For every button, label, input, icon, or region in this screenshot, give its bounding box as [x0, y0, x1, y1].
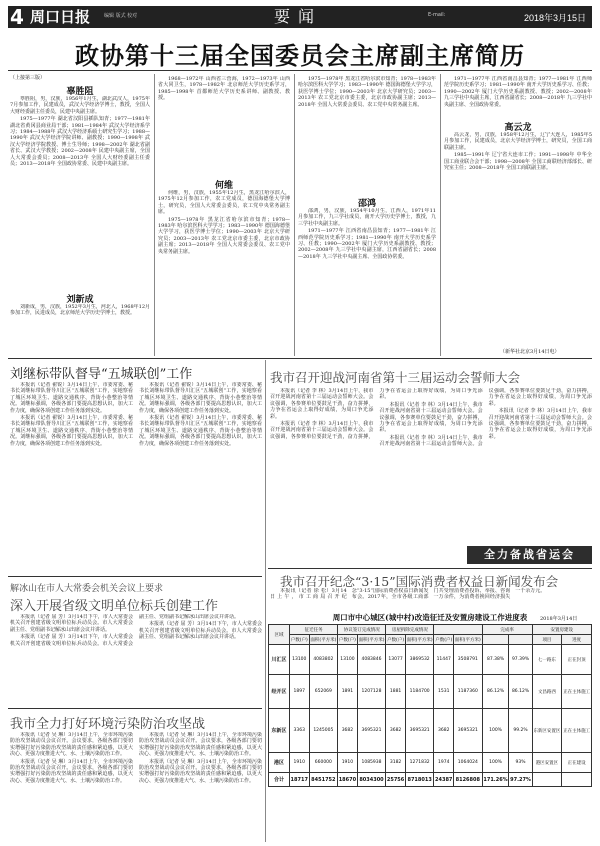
article-paragraph: 本报讯（记者 吴 琳）3月14日上午，全市环境污染防治攻坚战动员会议召开。会议要求，各级各部门要切实增强打好污染防治攻坚战的责任感和紧迫感，以更大决心、更强力度推进大气、水、土壤污染防治工作。	[139, 758, 262, 784]
article-headline: 刘继标带队督导“五城联创”工作	[10, 367, 193, 382]
column-rule	[154, 74, 155, 356]
cell: 1910	[290, 753, 310, 773]
cell: 正在封顶	[562, 645, 592, 675]
cell: 3682	[434, 709, 454, 753]
table-header-row	[269, 625, 592, 635]
cell: 4083802	[309, 645, 338, 675]
cell: 东新区安置区	[532, 709, 562, 753]
profile-name: 刘新成	[66, 295, 94, 305]
article-paragraph: 本报讯（记者 李 林）3月14日上午，我市召开迎战河南省第十三届运动会誓师大会。会议强调，各参赛单位要鼓足干劲，奋力拼搏，力争在省运会上取得好成绩，为周口争光添彩。	[488, 408, 592, 440]
col-header: 户数(户)	[338, 635, 358, 645]
article-headline: 我市召开迎战河南省第十三届运动会誓师大会	[270, 370, 521, 385]
col-header	[509, 635, 532, 645]
article-headline: 我市全力打好环境污染防治攻坚战	[10, 717, 206, 732]
article-paragraph: 本报讯（记者 吴 琳）3月14日上午，全市环境污染防治攻坚战动员会议召开。会议要求，各级各部门要切实增强打好污染防治攻坚战的责任感和紧迫感，以更大决心、更强力度推进大气、水、土壤污染防治工作。	[139, 732, 262, 758]
divider	[8, 358, 592, 359]
article-paragraph: 本报讯（记者 屈 芳）3月14日下午，市人大常委会机关召开创建省级文明单位标兵动员会。市人大常委会副主任、党组副书记解冰山出席会议并讲话。	[10, 614, 133, 633]
table-row	[269, 753, 592, 773]
profile-intro: 高云龙，男，汉族，1958年12月生，辽宁大连人，1985年5月参加工作，民建成员，北京大学经济学博士，研究员，全国工商联副主席。	[444, 132, 592, 151]
article-body	[10, 382, 262, 572]
profile-intro: 何维，男，汉族，1955年12月生，黑龙江哈尔滨人，1975年12月参加工作，农工党成员，德国海德堡大学博士，研究员，全国人大常委会委员，农工党中央常务副主席。	[158, 190, 290, 216]
divider	[8, 708, 262, 709]
article-paragraph: 本报讯（记者 屈 芳）3月14日下午，市人大常委会机关召开创建省级文明单位标兵动员会。市人大常委会副主任、党组副书记解冰山出席会议并讲话。	[139, 621, 262, 641]
article-paragraph: 本报讯（记者 李 林）3月14日上午，我市召开迎战河南省第十三届运动会誓师大会。会议强调，各参赛单位要鼓足干劲，奋力拼搏，力争在省运会上取得好成绩，为周口争光添彩。	[270, 388, 374, 420]
article-paragraph: 本报讯（记者 李 林）3月14日上午，我市召开迎战河南省第十三届运动会誓师大会。会议强调，各参赛单位要鼓足干劲，奋力拼搏，力争在省运会上取得好成绩，为周口争光添彩。	[270, 388, 483, 440]
cell: 13100	[290, 645, 310, 675]
cell: 3695321	[453, 709, 482, 753]
article-paragraph: 本报讯（记者 翟锐）3月14日上午，市委常委、秘书长刘继标带队督导川汇区“五城联创”工作，实地察看了城区环境卫生、道路交通秩序、背街小巷整治等情况。刘继标强调，各级各部门要提高思想认识，加大工作力度，确保各项创建工作任务落到实处。	[10, 382, 133, 414]
group-header: 协议签订完成情况	[338, 625, 386, 635]
article-kicker: 解冰山在市人大常委会机关会议上要求	[10, 584, 164, 594]
profile-text	[158, 190, 290, 356]
email-label: E-mail:	[428, 12, 446, 18]
cell: 3682	[386, 709, 406, 753]
col-header: 项目	[532, 635, 562, 645]
col-header: 进度	[562, 635, 592, 645]
cell: 1085938	[357, 753, 386, 773]
cell: 1910	[338, 753, 358, 773]
cell: 1897	[290, 675, 310, 709]
cell: 13100	[338, 645, 358, 675]
table-title: 周口市中心城区(城中村)改造征迁及安置房建设工作进度表	[332, 613, 528, 622]
article-headline: 深入开展省级文明单位标兵创建工作	[10, 599, 219, 614]
article-paragraph: 本报讯（记者 李 林）3月14日上午，我市召开迎战河南省第十三届运动会誓师大会。会议强调，各参赛单位要鼓足干劲，奋力拼搏，力争在省运会上取得好成绩，为周口争光添彩。	[379, 388, 592, 448]
profile-career: 1975—1978年 黑龙江省哈尔滨市知青；1978—1983年 哈尔滨医科大学学习；1983—1990年 德国海德堡大学学习，获医学博士学位；1990—2003年 北京大学研究员；2003—2013年 农工党北京市委主委，北京市政协副主席；2013—2018年 全国人大常委会委员、农工党中央常务副主席。	[158, 216, 290, 255]
col-header	[482, 635, 509, 645]
article-body	[10, 732, 262, 842]
group-header: 房屋拆除完成情况	[386, 625, 434, 635]
col-header: 面积(平方米)	[309, 635, 338, 645]
table-row	[269, 709, 592, 753]
article-paragraph: 本报讯（记者 屈 芳）3月14日下午，市人大常委会机关召开创建省级文明单位标兵动员会。市人大常委会副主任、党组副书记解冰山出席会议并讲话。	[10, 614, 240, 647]
cell: 1531	[434, 675, 454, 709]
cell: 3508791	[453, 645, 482, 675]
cell: 1271832	[405, 753, 434, 773]
cell: 86.12%	[482, 675, 509, 709]
cell: 港区安置区	[532, 753, 562, 773]
col-header: 户数(户)	[434, 635, 454, 645]
issue-date: 2018年3月15日	[523, 13, 586, 23]
profile-career: 1985—1991年 辽宁省大连市工作；1991—1998年 中华全国工商业联合会干部；1998—2008年 全国工商联经济部部长、研究室主任；2008—2018年 全国工商联副主席。	[444, 152, 592, 172]
divider	[8, 70, 592, 71]
cell: 8718013	[405, 773, 434, 787]
cell: 8126808	[453, 773, 482, 787]
cell: 1245005	[309, 709, 338, 753]
cell: 1974	[434, 753, 454, 773]
col-header: 完成率	[482, 625, 532, 635]
area-cell: 川汇区	[269, 645, 290, 675]
col-header: 面积(平方米)	[357, 635, 386, 645]
cell: 1064024	[453, 753, 482, 773]
cell: 4083846	[357, 645, 386, 675]
section-name: 要闻	[274, 7, 323, 26]
cell: 3363	[290, 709, 310, 753]
article-body	[10, 614, 262, 706]
paper-name: 周口日报	[30, 8, 91, 26]
cell: 3695321	[357, 709, 386, 753]
table-row	[269, 645, 592, 675]
cell: 100%	[482, 753, 509, 773]
cell: 1207128	[357, 675, 386, 709]
cell: 652069	[309, 675, 338, 709]
profile-text	[444, 76, 592, 118]
cell: 3682	[338, 709, 358, 753]
profile-name: 邵鸿	[357, 199, 376, 209]
col-header: 区域	[269, 625, 290, 645]
column-rule	[294, 74, 295, 356]
cell: 24387	[434, 773, 454, 787]
profile-name: 高云龙	[504, 123, 532, 133]
continued-tag: （上接第三版）	[10, 75, 46, 81]
cell: 171.26%	[482, 773, 509, 787]
cell: 1184700	[405, 675, 434, 709]
profile-text	[298, 76, 436, 192]
profile-career: 1971—1977年 江西省南昌县知青；1977—1981年 江西师范学院历史系学习；1981—1990年 南开大学历史系学习、任教；1990—2002年 厦门大学历史系副教授、教授；2002—2008年 九三学社中央副主席，江西省副省长；2008—2018年 九三学社中央副主席、全国政协常委。	[298, 228, 436, 260]
cell: 8451752	[309, 773, 338, 787]
profile-name: 何维	[214, 181, 233, 191]
profile-intro: 刘新成，男，汉族，1952年3月生，河北人，1968年12月参加工作，民进成员，北京师范大学历史学博士，教授。	[10, 304, 150, 317]
page-number: 4	[10, 5, 24, 29]
main-headline: 政协第十三届全国委员会主席副主席简历	[75, 42, 525, 70]
table-row	[269, 675, 592, 709]
article-paragraph: 本报讯（记者 徐 松）3月14日上午，市工商局召开纪念“3·15”国际消费者权益日新闻发布会。2017年，全市各级工商部门共受理消费者投诉、举报、咨询一万余件，为消费者挽回经济损失一千余万元。	[270, 588, 546, 601]
article-paragraph: 本报讯（记者 吴 琳）3月14日上午，全市环境污染防治攻坚战动员会议召开。会议要求，各级各部门要切实增强打好污染防治攻坚战的责任感和紧迫感，以更大决心、更强力度推进大气、水、土壤污染防治工作。	[10, 732, 133, 758]
article-body	[270, 388, 592, 544]
col-header: 面积(平方米)	[405, 635, 434, 645]
group-header: 安置房建设	[532, 625, 591, 635]
cell: 18670	[338, 773, 358, 787]
cell: 86.12%	[509, 675, 532, 709]
cell: 3695321	[405, 709, 434, 753]
cell: 13077	[386, 645, 406, 675]
article-paragraph: 本报讯（记者 翟锐）3月14日上午，市委常委、秘书长刘继标带队督导川汇区“五城联创”工作，实地察看了城区环境卫生、道路交通秩序、背街小巷整治等情况。刘继标强调，各级各部门要提高思想认识，加大工作力度，确保各项创建工作任务落到实处。	[10, 415, 133, 447]
article-paragraph: 本报讯（记者 翟锐）3月14日上午，市委常委、秘书长刘继标带队督导川汇区“五城联创”工作，实地察看了城区环境卫生、道路交通秩序、背街小巷整治等情况。刘继标强调，各级各部门要提高思想认识，加大工作力度，确保各项创建工作任务落到实处。	[139, 415, 262, 447]
cell	[532, 773, 562, 787]
divider	[8, 576, 262, 577]
area-cell: 东新区	[269, 709, 290, 753]
cell: 3869532	[405, 645, 434, 675]
profile-text	[444, 132, 592, 346]
cell: 18717	[290, 773, 310, 787]
source-note: （新华社北京3月14日电）	[500, 349, 560, 355]
col-header: 面积(平方米)	[453, 635, 482, 645]
group-header	[434, 625, 482, 635]
profile-career: 1971—1977年 江西省南昌县知青；1977—1981年 江西师范学院历史系学习；1981—1990年 南开大学历史系学习、任教；1990—2002年 厦门大学历史系副教授、教授；2002—2008年 九三学社中央副主席，江西省副省长；2008—2018年 九三学社中央副主席、全国政协常委。	[444, 76, 592, 108]
profile-text	[298, 208, 436, 356]
cell: 1881	[386, 675, 406, 709]
article-headline: 我市召开纪念“3·15”国际消费者权益日新闻发布会	[280, 574, 559, 589]
profile-text	[158, 76, 290, 172]
table-total-row	[269, 773, 592, 787]
cell: 87.38%	[482, 645, 509, 675]
column-rule	[265, 360, 266, 842]
article-paragraph: 本报讯（记者 李 林）3月14日上午，我市召开迎战河南省第十三届运动会誓师大会。会议强调，各参赛单位要鼓足干劲，奋力拼搏，力争在省运会上取得好成绩，为周口争光添彩。	[379, 401, 483, 434]
area-cell: 港区	[269, 753, 290, 773]
cell: 正在主体施工	[562, 709, 592, 753]
cell: 100%	[482, 709, 509, 753]
article-body	[270, 588, 592, 612]
cell: 97.39%	[509, 645, 532, 675]
cell: 25756	[386, 773, 406, 787]
group-header: 征迁任务	[290, 625, 338, 635]
divider	[268, 568, 592, 569]
article-paragraph: 本报讯（记者 吴 琳）3月14日上午，全市环境污染防治攻坚战动员会议召开。会议要求，各级各部门要切实增强打好污染防治攻坚战的责任感和紧迫感，以更大决心、更强力度推进大气、水、土壤污染防治工作。	[10, 758, 133, 784]
profile-career: 1968—1972年 山西省三营海，1972—1973年 山西省大同卫生，1978—1982年 北京师范大学历史系学习，1985—1998年 首都师范大学历史系讲师、副教授、教授。	[158, 76, 290, 102]
cell: 93%	[509, 753, 532, 773]
editor-note: 编辑 版式 校对	[104, 13, 138, 19]
area-cell: 合计	[269, 773, 290, 787]
cell: 正在建设	[562, 753, 592, 773]
cell: 1891	[338, 675, 358, 709]
cell: 文昌路西	[532, 675, 562, 709]
profile-name: 辜胜阻	[66, 87, 94, 97]
cell: 99.2%	[509, 709, 532, 753]
cell: 1187360	[453, 675, 482, 709]
sports-banner: 全力备战省运会	[467, 546, 592, 564]
cell: 11447	[434, 645, 454, 675]
col-header: 户数(户)	[386, 635, 406, 645]
cell	[562, 773, 592, 787]
profile-intro: 邵鸿，男，汉族，1954年10月生，江西人，1971年11月参加工作，九三学社成员，南开大学历史学博士，教授，九三学社中央副主席。	[298, 208, 436, 227]
col-header: 户数(户)	[290, 635, 310, 645]
profile-text	[10, 304, 150, 354]
profile-career: 1975—1977年 湖北省汉阳县插队知青；1977—1981年 湖北省黄冈县商业局干部；1981—1984年 武汉大学经济系学习；1984—1988年 武汉大学经济系硕士研究生学习；1988—1990年 武汉大学经济学院讲师、副教授；1990—1998年 武汉大学经济学院教授、博士生导师；1998—2002年 湖北省副省长、武汉大学教授；2002—2008年 民建中央副主席，全国人大常委会委员；2008—2013年 全国人大财经委副主任委员；2013—2018年 全国政协常委、民建中央副主席。	[10, 116, 150, 168]
cell: 8034300	[357, 773, 386, 787]
table-date: 2018年3月14日	[540, 616, 578, 622]
table-subheader-row	[269, 635, 592, 645]
area-cell: 经开区	[269, 675, 290, 709]
cell: 660000	[309, 753, 338, 773]
profile-intro: 辜胜阻，男，汉族，1956年1月生，湖北武汉人，1975年7月参加工作，民建成员，武汉大学经济学博士，教授，全国人大财经委副主任委员，民建中央副主席。	[10, 96, 150, 115]
column-rule	[440, 74, 441, 356]
masthead-bar	[8, 6, 592, 28]
article-paragraph: 本报讯（记者 翟锐）3月14日上午，市委常委、秘书长刘继标带队督导川汇区“五城联创”工作，实地察看了城区环境卫生、道路交通秩序、背街小巷整治等情况。刘继标强调，各级各部门要提高思想认识，加大工作力度，确保各项创建工作任务落到实处。	[139, 382, 262, 414]
cell: 97.27%	[509, 773, 532, 787]
cell: 七一路东	[532, 645, 562, 675]
progress-table	[268, 624, 592, 787]
profile-career: 1975—1978年 黑龙江省哈尔滨市知青；1978—1983年 哈尔滨医科大学学习；1983—1990年 德国海德堡大学学习，获医学博士学位；1990—2003年 北京大学研究员；2003—2013年 农工党北京市委主委，北京市政协副主席；2013—2018年 全国人大常委会委员、农工党中央常务副主席。	[298, 76, 436, 108]
cell: 正在主体施工	[562, 675, 592, 709]
cell: 3182	[386, 753, 406, 773]
